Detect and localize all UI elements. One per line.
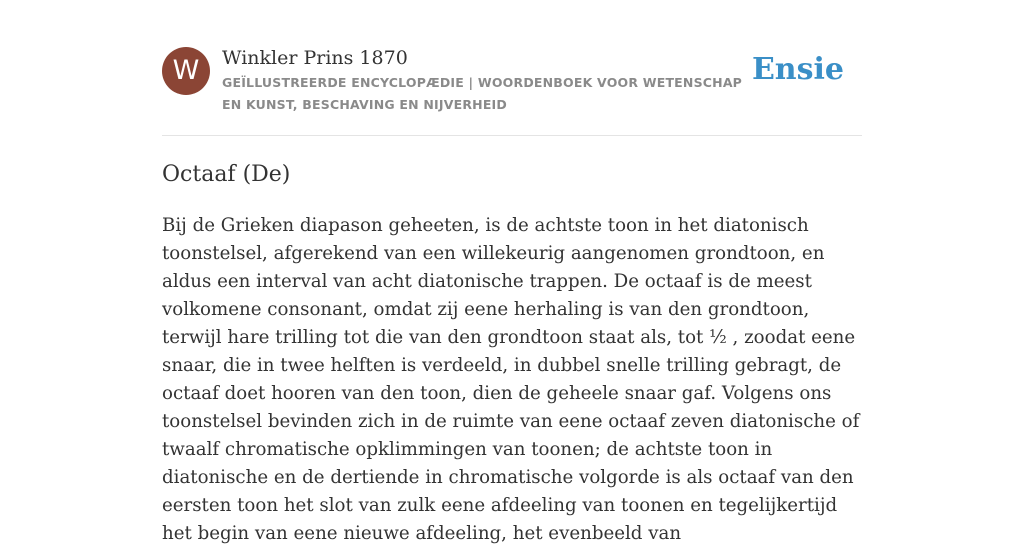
entry-title: Octaaf (De) xyxy=(162,162,291,187)
header-divider xyxy=(162,135,862,136)
brand-logo[interactable]: Ensie xyxy=(751,52,844,87)
avatar[interactable]: W xyxy=(162,47,210,95)
site-subtitle: GEÏLLUSTREERDE ENCYCLOPÆDIE | WOORDENBOEK VOOR WETENSCHAP EN KUNST, BESCHAVING EN NIJVERHEID xyxy=(222,75,743,112)
site-title[interactable]: Winkler Prins 1870 xyxy=(222,47,408,69)
site-header xyxy=(162,46,862,116)
entry-body: Bij de Grieken diapason geheeten, is de achtste toon in het diatonisch toonstelsel, afgerekend van een willekeurig aangenomen grondtoon, en aldus een interval van acht diatonische trappen. De octaaf is de meest volkomene consonant, omdat zij eene herhaling is van den grondtoon, terwijl hare trilling tot die van den grondtoon staat als, tot ½ , zoodat eene snaar, die in twee helften is verdeeld, in dubbel snelle trilling gebragt, de octaaf doet hooren van den toon, dien de geheele snaar gaf. Volgens ons toonstelsel bevinden zich in de ruimte van eene octaaf zeven diatonische of twaalf chromatische opklimmingen van toonen; de achtste toon in diatonische en de dertiende in chromatische volgorde is als octaaf van den eersten toon het slot van zulk eene afdeeling van toonen en tegelijkertijd het begin van eene nieuwe afdeeling, het evenbeeld van xyxy=(162,215,860,544)
